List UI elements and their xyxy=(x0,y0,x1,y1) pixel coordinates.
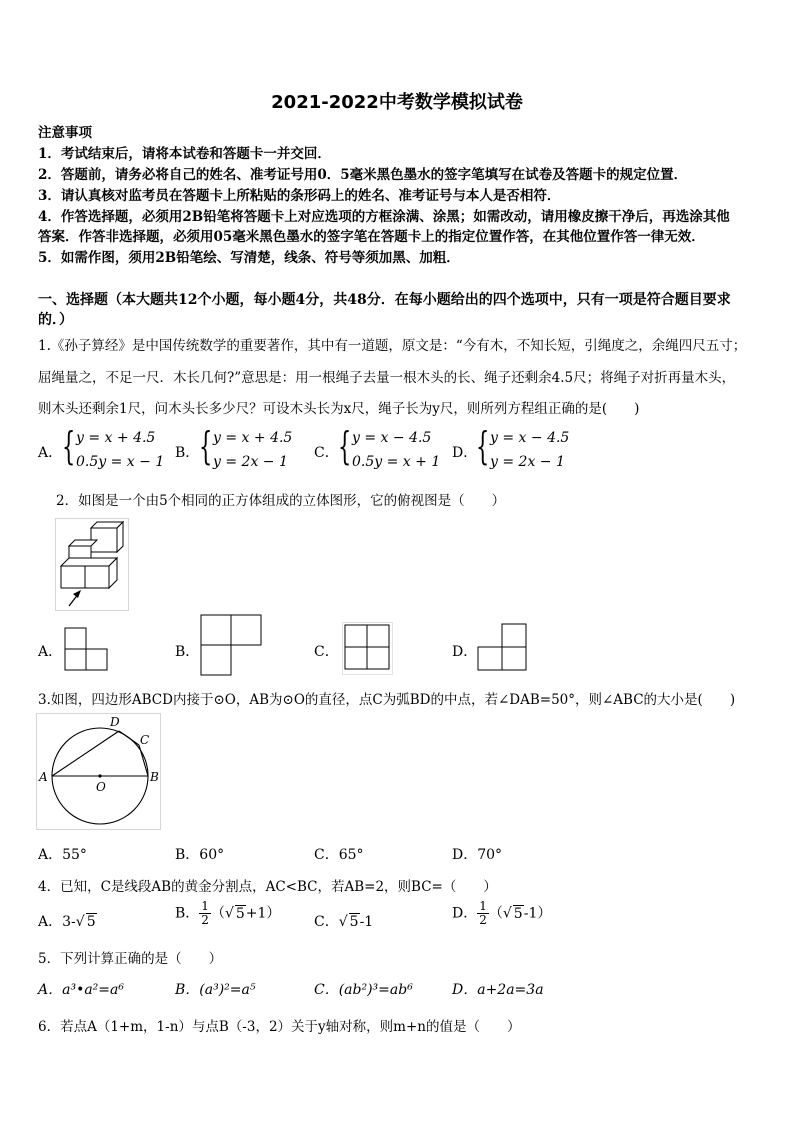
notice-item-3: 3．请认真核对监考员在答题卡上所粘贴的条形码上的姓名、准考证号与本人是否相符． xyxy=(38,188,561,204)
notice-item-4: 4．作答选择题，必须用2B铅笔将答题卡上对应选项的方框涂满、涂黑；如需改动，请用橡皮擦干净后，再选涂其他 xyxy=(38,209,730,225)
q2-option-c-grid xyxy=(342,622,394,676)
q1-line-3: 则木头还剩余1尺，问木头长多少尺？可设木头长为x尺，绳子长为y尺，则所列方程组正确的是( ) xyxy=(38,401,640,417)
q3-option-b: B．60° xyxy=(175,847,225,863)
notice-item-1: 1．考试结束后，请将本试卷和答题卡一并交回． xyxy=(38,146,331,162)
q2-solid-figure xyxy=(55,518,130,613)
q1-option-d-label: D． xyxy=(452,445,478,461)
section-heading: 一、选择题（本大题共12个小题，每小题4分，共48分．在每小题给出的四个选项中，只有一项是符合题目要求 xyxy=(38,292,731,308)
q1-option-d-system: { y = x − 4.5 y = 2x − 1 xyxy=(476,424,570,470)
q2-option-b-grid xyxy=(200,614,262,676)
notice-item-5: 5．如需作图，须用2B铅笔绘、写清楚，线条、符号等须加黑、加粗． xyxy=(38,250,460,266)
q2-option-d-grid xyxy=(476,623,528,671)
q4-option-c: C．√ 5-1 xyxy=(314,914,374,930)
q1-option-b-system: { y = x + 4.5 y = 2x − 1 xyxy=(199,424,293,470)
q1-line-1: 1.《孙子算经》是中国传统数学的重要著作，其中有一道题，原文是：“今有木，不知长短，引绳度之，余绳四尺五寸； xyxy=(38,338,747,354)
notice-item-4-cont: 答案．作答非选择题，必须用05毫米黑色墨水的签字笔在答题卡上的指定位置作答，在其他位置作答一律无效． xyxy=(38,229,705,245)
q5-option-b: B．(a³)²=a⁵ xyxy=(175,982,256,998)
q2-option-a-grid xyxy=(64,627,110,671)
q2-option-a-label: A． xyxy=(38,644,63,660)
notice-heading: 注意事项 xyxy=(38,125,92,141)
q6-text: 6．若点A（1+m，1-n）与点B（-3，2）关于y轴对称，则m+n的值是（ ） xyxy=(38,1019,521,1035)
q4-text: 4．已知，C是线段AB的黄金分割点，AC<BC，若AB=2，则BC=（ ） xyxy=(38,879,497,895)
notice-item-2: 2．答题前，请务必将自己的姓名、准考证号用0．5毫米黑色墨水的签字笔填写在试卷及答题卡的规定位置． xyxy=(38,167,688,183)
q5-text: 5．下列计算正确的是（ ） xyxy=(38,951,223,967)
q1-option-c-label: C． xyxy=(314,445,339,461)
q2-option-b-label: B． xyxy=(175,644,200,660)
q3-option-c: C．65° xyxy=(314,847,364,863)
q5-option-c: C．(ab²)³=ab⁶ xyxy=(314,982,413,998)
q1-option-a-system: { y = x + 4.5 0.5y = x − 1 xyxy=(62,424,165,470)
q1-option-c-system: { y = x − 4.5 0.5y = x + 1 xyxy=(338,424,441,470)
q4-option-d: D． $\frac{1}{2}$ （√ 5-1） xyxy=(452,899,552,927)
q1-option-a-label: A． xyxy=(38,445,63,461)
q5-option-a: A．a³•a²=a⁶ xyxy=(38,982,124,998)
q3-label-c: C xyxy=(140,733,150,747)
q3-label-d: D xyxy=(110,715,120,729)
q3-option-d: D．70° xyxy=(452,847,503,863)
q5-option-d: D．a+2a=3a xyxy=(452,982,544,998)
q2-option-c-label: C． xyxy=(314,644,339,660)
q2-text: 2．如图是一个由5个相同的正方体组成的立体图形，它的俯视图是（ ） xyxy=(56,493,506,509)
q3-label-o: O xyxy=(96,780,106,794)
section-heading-cont: 的．） xyxy=(38,312,73,328)
q1-option-b-label: B． xyxy=(175,445,200,461)
q3-label-a: A xyxy=(39,770,48,784)
page-title: 2021-2022中考数学模拟试卷 xyxy=(271,92,523,113)
q3-text: 3.如图，四边形ABCD内接于⊙O，AB为⊙O的直径，点C为弧BD的中点，若∠DAB=50°，则∠ABC的大小是( ) xyxy=(38,692,736,708)
q3-label-b: B xyxy=(150,770,159,784)
q4-option-b: B． $\frac{1}{2}$ （√ 5+1） xyxy=(175,899,281,927)
q4-option-a: A．3-√ 5 xyxy=(38,914,96,930)
q1-line-2: 屈绳量之，不足一尺．木长几何?”意思是：用一根绳子去量一根木头的长、绳子还剩余4.5尺；将绳子对折再量木头， xyxy=(38,370,736,386)
q3-option-a: A．55° xyxy=(38,847,87,863)
q2-option-d-label: D． xyxy=(452,644,478,660)
q3-circle-figure xyxy=(36,713,162,831)
